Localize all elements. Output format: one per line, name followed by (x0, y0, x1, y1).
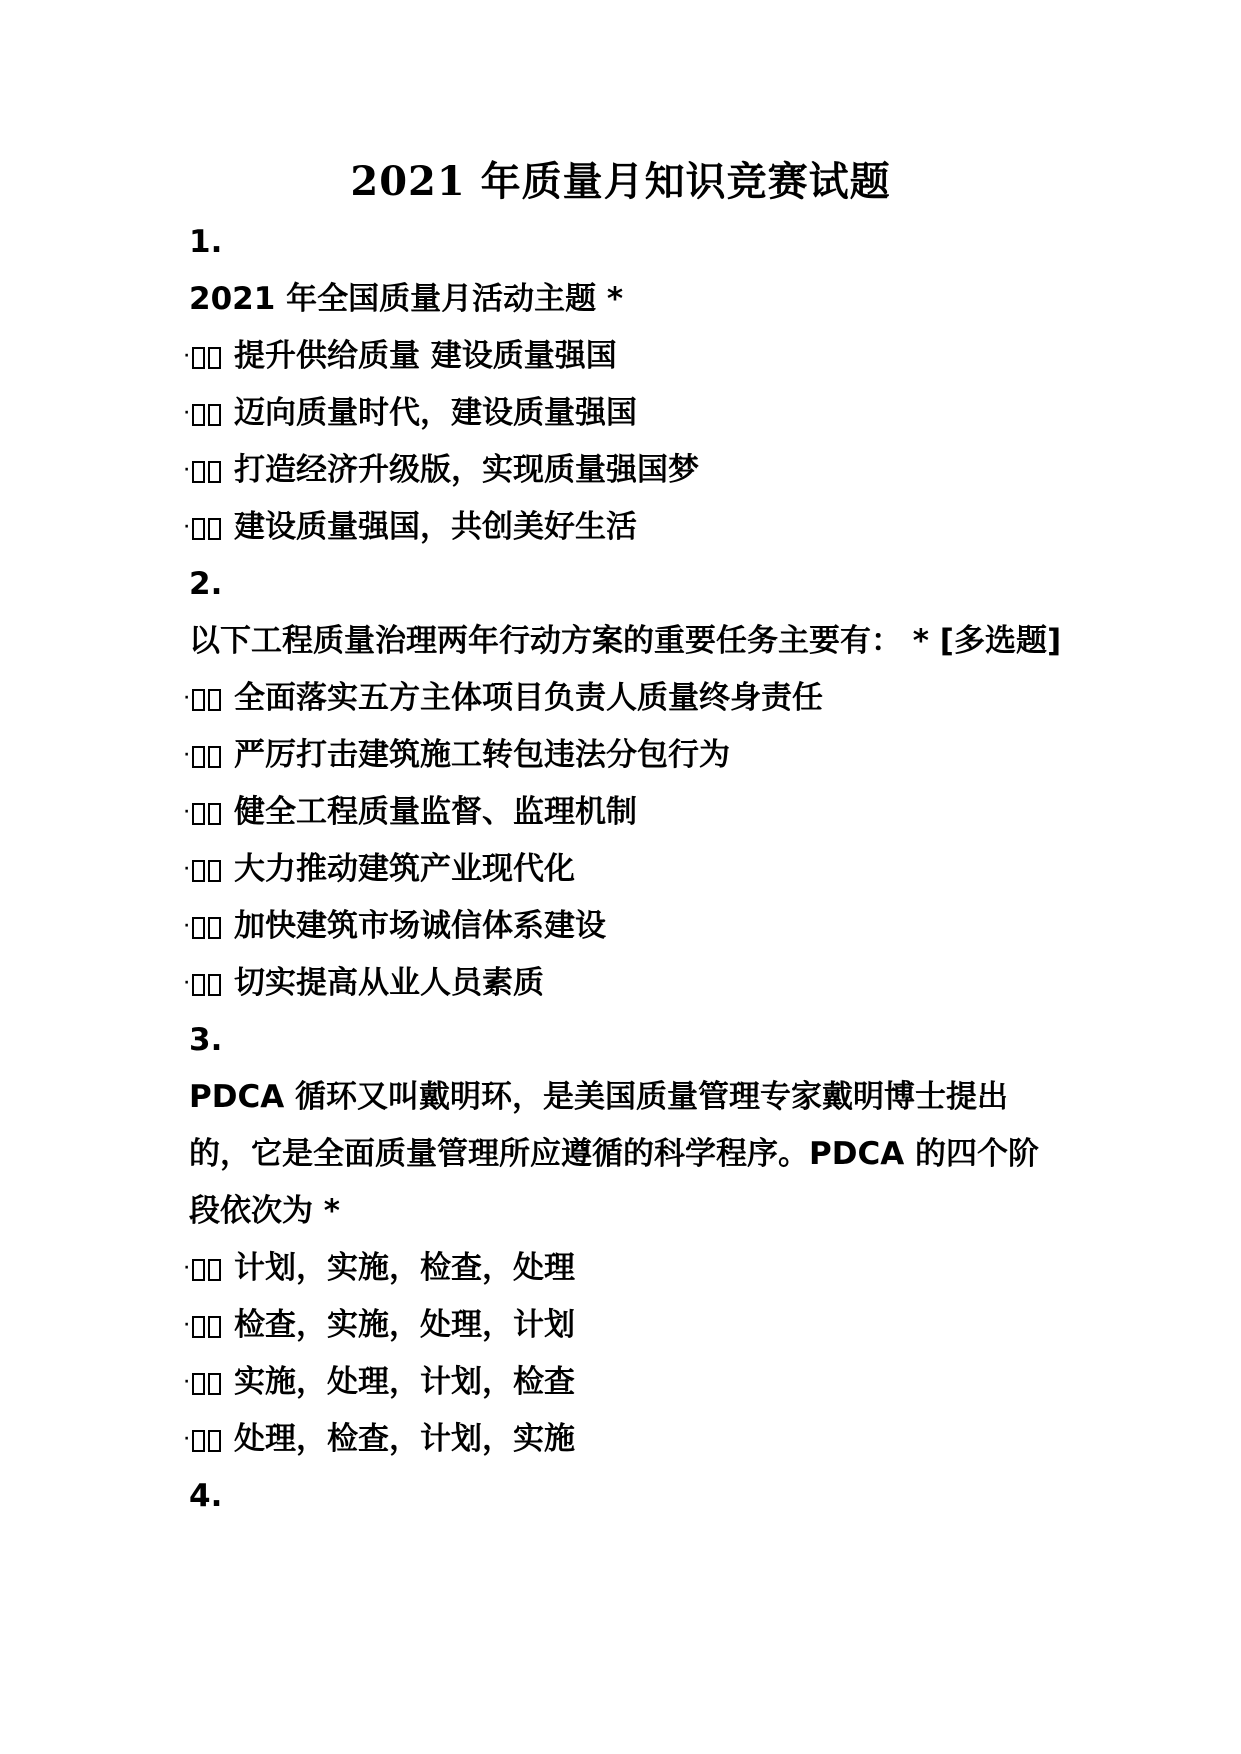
option-item[interactable] (184, 1297, 1069, 1354)
option-label: 严厉打击建筑施工转包违法分包行为 (234, 737, 730, 773)
option-label: 大力推动建筑产业现代化 (234, 851, 575, 887)
question-3 (184, 1012, 1069, 1468)
bullet-dot-icon: · (184, 462, 190, 478)
option-label: 全面落实五方主体项目负责人质量终身责任 (234, 680, 823, 716)
option-label: 加快建筑市场诚信体系建设 (234, 908, 606, 944)
option-item[interactable] (184, 442, 1069, 499)
bullet-dot-icon: · (184, 1260, 190, 1276)
question-2 (184, 556, 1069, 1012)
question-4 (189, 1468, 1069, 1525)
checkbox-icon[interactable] (208, 1259, 221, 1281)
option-item[interactable] (184, 1240, 1069, 1297)
checkbox-icon[interactable] (208, 746, 221, 768)
option-label: 提升供给质量 建设质量强国 (234, 338, 617, 374)
page-title: 2021 年质量月知识竞赛试题 (350, 158, 891, 205)
option-item[interactable] (184, 328, 1069, 385)
option-item[interactable] (184, 784, 1069, 841)
question-number: 1. (189, 224, 223, 260)
bullet-dot-icon: · (184, 348, 190, 364)
checkbox-icon[interactable] (192, 1259, 205, 1281)
checkbox-icon[interactable] (208, 803, 221, 825)
question-number: 4. (189, 1478, 223, 1514)
option-label: 迈向质量时代，建设质量强国 (234, 395, 637, 431)
checkbox-icon[interactable] (192, 803, 205, 825)
checkbox-icon[interactable] (192, 974, 205, 996)
option-item[interactable] (184, 385, 1069, 442)
question-number: 2. (189, 566, 223, 602)
option-label: 打造经济升级版，实现质量强国梦 (234, 452, 699, 488)
bullet-dot-icon: · (184, 1317, 190, 1333)
question-text: PDCA 循环又叫戴明环，是美国质量管理专家戴明博士提出的，它是全面质量管理所应遵循的科学程序。PDCA 的四个阶段依次为 * (189, 1079, 1039, 1229)
question-text: 以下工程质量治理两年行动方案的重要任务主要有： * [多选题] (189, 623, 1062, 659)
checkbox-icon[interactable] (192, 860, 205, 882)
option-item[interactable] (184, 727, 1069, 784)
checkbox-icon[interactable] (192, 461, 205, 483)
question-1 (184, 214, 1069, 556)
checkbox-icon[interactable] (192, 746, 205, 768)
bullet-dot-icon: · (184, 747, 190, 763)
checkbox-icon[interactable] (192, 404, 205, 426)
bullet-dot-icon: · (184, 861, 190, 877)
checkbox-icon[interactable] (208, 689, 221, 711)
option-item[interactable] (184, 499, 1069, 556)
question-number: 3. (189, 1022, 223, 1058)
bullet-dot-icon: · (184, 918, 190, 934)
option-label: 健全工程质量监督、监理机制 (234, 794, 637, 830)
checkbox-icon[interactable] (208, 347, 221, 369)
checkbox-icon[interactable] (192, 1316, 205, 1338)
bullet-dot-icon: · (184, 1431, 190, 1447)
checkbox-icon[interactable] (192, 518, 205, 540)
checkbox-icon[interactable] (208, 974, 221, 996)
option-item[interactable] (184, 670, 1069, 727)
checkbox-icon[interactable] (208, 1430, 221, 1452)
checkbox-icon[interactable] (192, 917, 205, 939)
option-label: 切实提高从业人员素质 (234, 965, 544, 1001)
option-label: 检查，实施，处理，计划 (234, 1307, 575, 1343)
option-item[interactable] (184, 1354, 1069, 1411)
option-label: 处理，检查，计划，实施 (234, 1421, 575, 1457)
question-text: 2021 年全国质量月活动主题 * (189, 281, 624, 317)
bullet-dot-icon: · (184, 405, 190, 421)
checkbox-icon[interactable] (208, 404, 221, 426)
option-item[interactable] (184, 1411, 1069, 1468)
checkbox-icon[interactable] (192, 1430, 205, 1452)
bullet-dot-icon: · (184, 690, 190, 706)
option-label: 建设质量强国，共创美好生活 (234, 509, 637, 545)
checkbox-icon[interactable] (208, 917, 221, 939)
checkbox-icon[interactable] (208, 1316, 221, 1338)
checkbox-icon[interactable] (208, 860, 221, 882)
checkbox-icon[interactable] (192, 689, 205, 711)
checkbox-icon[interactable] (208, 461, 221, 483)
option-item[interactable] (184, 898, 1069, 955)
option-item[interactable] (184, 955, 1069, 1012)
option-label: 实施，处理，计划，检查 (234, 1364, 575, 1400)
checkbox-icon[interactable] (192, 1373, 205, 1395)
option-item[interactable] (184, 841, 1069, 898)
checkbox-icon[interactable] (208, 1373, 221, 1395)
bullet-dot-icon: · (184, 804, 190, 820)
question-list (184, 214, 1069, 1525)
checkbox-icon[interactable] (208, 518, 221, 540)
option-label: 计划，实施，检查，处理 (234, 1250, 575, 1286)
bullet-dot-icon: · (184, 1374, 190, 1390)
bullet-dot-icon: · (184, 975, 190, 991)
checkbox-icon[interactable] (192, 347, 205, 369)
bullet-dot-icon: · (184, 519, 190, 535)
